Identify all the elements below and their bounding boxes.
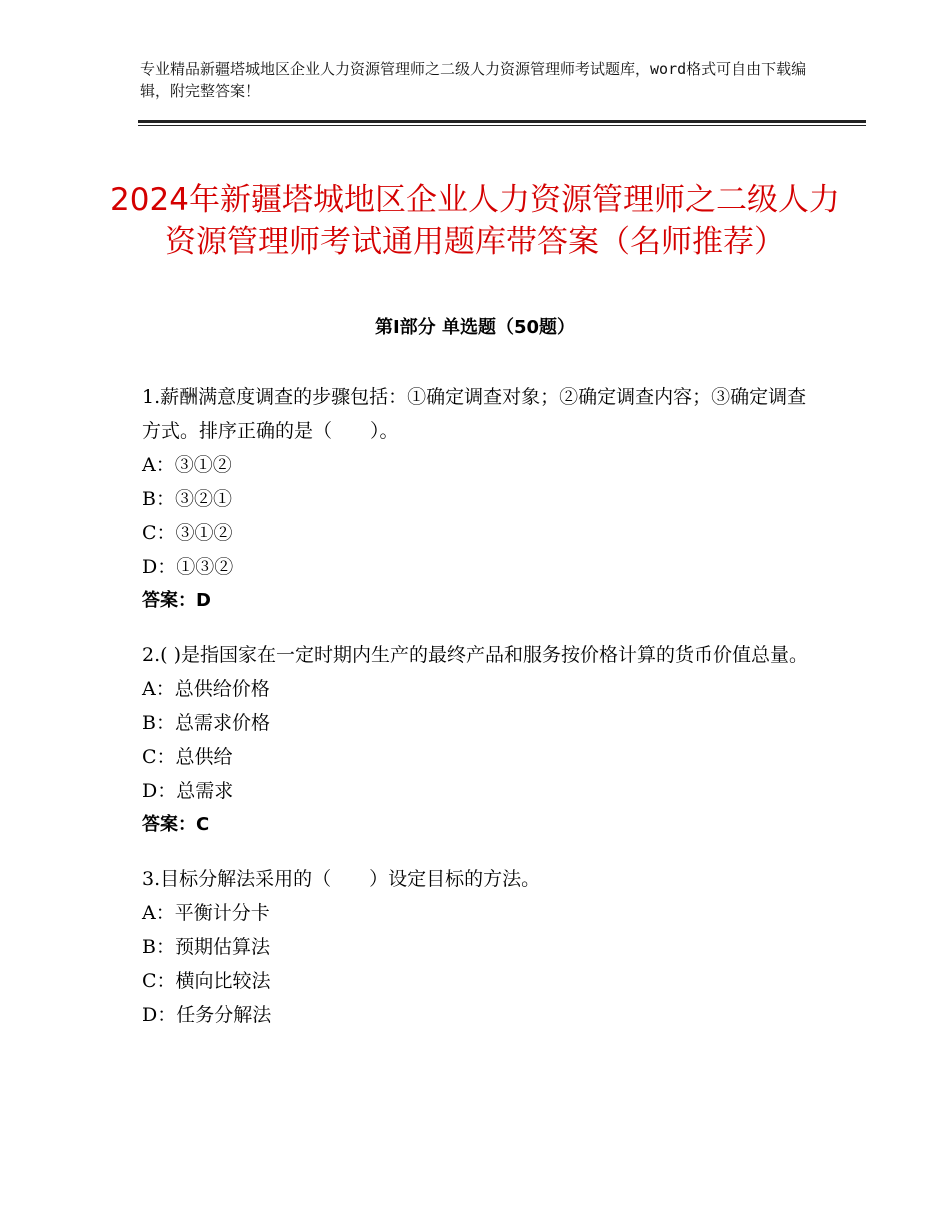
document-title: 2024年新疆塔城地区企业人力资源管理师之二级人力资源管理师考试通用题库带答案（名师推荐） (110, 181, 840, 260)
question-stem: 1.薪酬满意度调查的步骤包括：①确定调查对象；②确定调查内容；③确定调查方式。排序正确的是（ ）。 (142, 386, 807, 442)
option-d: D：①③② (142, 556, 234, 578)
option-b: B：总需求价格 (142, 712, 270, 734)
question-3 (142, 862, 822, 1032)
header-divider-thin (138, 125, 866, 126)
question-1 (142, 380, 822, 618)
option-a: A：平衡计分卡 (142, 902, 270, 924)
answer: 答案：D (142, 590, 211, 611)
answer: 答案：C (142, 814, 210, 835)
option-b: B：③②① (142, 488, 232, 510)
option-d: D：任务分解法 (142, 1004, 272, 1026)
option-d: D：总需求 (142, 780, 234, 802)
option-c: C：横向比较法 (142, 970, 271, 992)
question-2 (142, 638, 822, 842)
question-stem: 3.目标分解法采用的（ ）设定目标的方法。 (142, 868, 541, 890)
option-c: C：③①② (142, 522, 233, 544)
option-a: A：总供给价格 (142, 678, 270, 700)
section-title: 第Ⅰ部分 单选题（50题） (374, 317, 575, 338)
question-stem: 2.( )是指国家在一定时期内生产的最终产品和服务按价格计算的货币价值总量。 (142, 644, 808, 666)
header-divider-thick (138, 120, 866, 123)
header-note: 专业精品新疆塔城地区企业人力资源管理师之二级人力资源管理师考试题库，word格式可自由下载编辑，附完整答案！ (140, 60, 807, 100)
option-c: C：总供给 (142, 746, 233, 768)
option-a: A：③①② (142, 454, 232, 476)
option-b: B：预期估算法 (142, 936, 270, 958)
question-list (142, 380, 822, 1052)
